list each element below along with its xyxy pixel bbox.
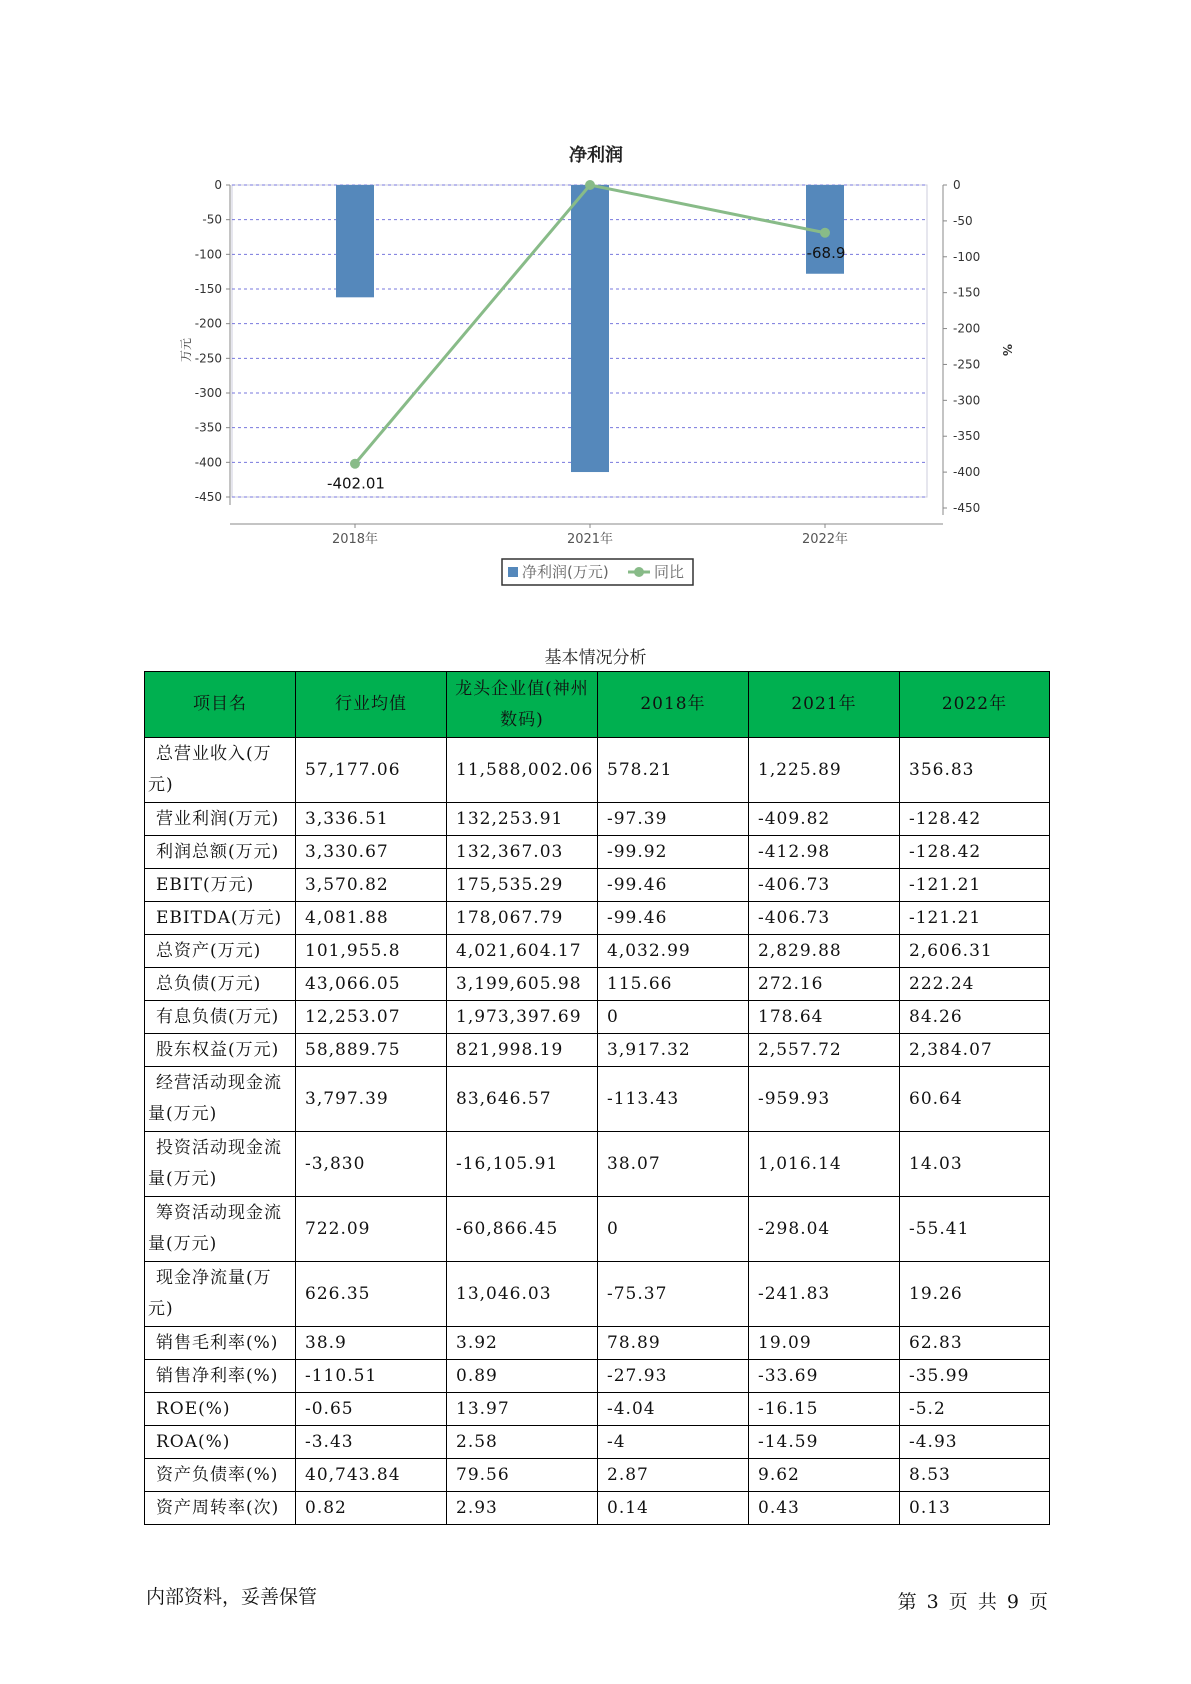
- table-row: [145, 803, 1050, 836]
- value-2018-cell: -99.46: [598, 902, 749, 935]
- table-row: [145, 902, 1050, 935]
- chart-legend: [502, 559, 693, 585]
- industry-avg-cell: 4,081.88: [296, 902, 447, 935]
- table-row: [145, 968, 1050, 1001]
- industry-avg-cell: 626.35: [296, 1262, 447, 1327]
- item-name-cell: 销售毛利率(%): [145, 1327, 296, 1360]
- col-header-industry-avg: 行业均值: [296, 672, 447, 738]
- value-2022-cell: -5.2: [900, 1393, 1050, 1426]
- table-row: [145, 1132, 1050, 1197]
- y-tick-label: -50: [202, 212, 222, 227]
- y2-tick-label: -400: [953, 465, 981, 480]
- item-name-cell: EBIT(万元): [145, 869, 296, 902]
- industry-avg-cell: -110.51: [296, 1360, 447, 1393]
- value-2021-cell: -406.73: [749, 869, 900, 902]
- leader-value-cell: 83,646.57: [447, 1067, 598, 1132]
- table-row: [145, 1327, 1050, 1360]
- industry-avg-cell: -3.43: [296, 1426, 447, 1459]
- yoy-data-label: -68.9: [806, 243, 846, 262]
- value-2021-cell: 2,829.88: [749, 935, 900, 968]
- item-name-cell: 经营活动现金流量(万元): [145, 1067, 296, 1132]
- value-2018-cell: -97.39: [598, 803, 749, 836]
- value-2022-cell: -121.21: [900, 869, 1050, 902]
- col-header-2022: 2022年: [900, 672, 1050, 738]
- item-name-cell: 筹资活动现金流量(万元): [145, 1197, 296, 1262]
- item-name-cell: ROA(%): [145, 1426, 296, 1459]
- item-name-cell: 投资活动现金流量(万元): [145, 1132, 296, 1197]
- value-2022-cell: 62.83: [900, 1327, 1050, 1360]
- value-2018-cell: 578.21: [598, 738, 749, 803]
- value-2018-cell: 0: [598, 1197, 749, 1262]
- value-2021-cell: -33.69: [749, 1360, 900, 1393]
- footer-confidential-note: 内部资料，妥善保管: [146, 1586, 318, 1608]
- item-name-cell: ROE(%): [145, 1393, 296, 1426]
- value-2021-cell: -241.83: [749, 1262, 900, 1327]
- value-2018-cell: -4.04: [598, 1393, 749, 1426]
- value-2022-cell: -121.21: [900, 902, 1050, 935]
- table-row: [145, 836, 1050, 869]
- y-tick-label: -150: [194, 282, 222, 296]
- analysis-table: [144, 671, 1050, 1525]
- y2-tick-label: -300: [953, 393, 981, 408]
- value-2021-cell: 178.64: [749, 1001, 900, 1034]
- table-row: [145, 1492, 1050, 1525]
- leader-value-cell: 2.93: [447, 1492, 598, 1525]
- value-2022-cell: 84.26: [900, 1001, 1050, 1034]
- y-tick-label: -450: [194, 490, 222, 504]
- item-name-cell: 总资产(万元): [145, 935, 296, 968]
- item-name-cell: 现金净流量(万元): [145, 1262, 296, 1327]
- industry-avg-cell: 101,955.8: [296, 935, 447, 968]
- value-2022-cell: 0.13: [900, 1492, 1050, 1525]
- item-name-cell: 总营业收入(万元): [145, 738, 296, 803]
- leader-value-cell: 13,046.03: [447, 1262, 598, 1327]
- table-row: [145, 1393, 1050, 1426]
- leader-value-cell: 0.89: [447, 1360, 598, 1393]
- industry-avg-cell: 43,066.05: [296, 968, 447, 1001]
- item-name-cell: 销售净利率(%): [145, 1360, 296, 1393]
- value-2021-cell: 272.16: [749, 968, 900, 1001]
- y-tick-label: -400: [194, 455, 222, 470]
- col-header-item: 项目名: [145, 672, 296, 738]
- leader-value-cell: 132,253.91: [447, 803, 598, 836]
- value-2021-cell: -409.82: [749, 803, 900, 836]
- y-tick-label: -100: [194, 247, 222, 262]
- value-2022-cell: 222.24: [900, 968, 1050, 1001]
- industry-avg-cell: -3,830: [296, 1132, 447, 1197]
- value-2022-cell: 19.26: [900, 1262, 1050, 1327]
- table-row: [145, 738, 1050, 803]
- y2-tick-label: -200: [953, 321, 981, 336]
- y2-tick-label: -350: [953, 429, 981, 444]
- value-2022-cell: -4.93: [900, 1426, 1050, 1459]
- leader-value-cell: 821,998.19: [447, 1034, 598, 1067]
- yoy-point: [820, 228, 830, 238]
- industry-avg-cell: 0.82: [296, 1492, 447, 1525]
- value-2018-cell: -27.93: [598, 1360, 749, 1393]
- value-2018-cell: 38.07: [598, 1132, 749, 1197]
- y2-tick-label: 0: [953, 178, 961, 192]
- x-tick-label: 2022年: [801, 532, 849, 547]
- y2-tick-label: -100: [953, 249, 981, 264]
- value-2022-cell: 356.83: [900, 738, 1050, 803]
- y2-tick-label: -450: [953, 501, 981, 515]
- x-tick-label: 2018年: [331, 532, 379, 547]
- industry-avg-cell: -0.65: [296, 1393, 447, 1426]
- table-row: [145, 935, 1050, 968]
- y2-axis-label: %: [1000, 343, 1014, 357]
- table-row: [145, 1262, 1050, 1327]
- table-row: [145, 1001, 1050, 1034]
- value-2021-cell: -14.59: [749, 1426, 900, 1459]
- value-2022-cell: 14.03: [900, 1132, 1050, 1197]
- table-row: [145, 1067, 1050, 1132]
- leader-value-cell: 3.92: [447, 1327, 598, 1360]
- value-2018-cell: 0.14: [598, 1492, 749, 1525]
- value-2022-cell: 2,606.31: [900, 935, 1050, 968]
- bar-2018年: [336, 185, 374, 297]
- value-2018-cell: 2.87: [598, 1459, 749, 1492]
- table-row: [145, 1197, 1050, 1262]
- value-2021-cell: -412.98: [749, 836, 900, 869]
- table-row: [145, 869, 1050, 902]
- item-name-cell: EBITDA(万元): [145, 902, 296, 935]
- leader-value-cell: 11,588,002.06: [447, 738, 598, 803]
- net-profit-chart: [0, 0, 1191, 600]
- y-tick-label: -350: [194, 420, 222, 435]
- industry-avg-cell: 3,330.67: [296, 836, 447, 869]
- value-2018-cell: -75.37: [598, 1262, 749, 1327]
- footer-page-number: 第 3 页 共 9 页: [897, 1591, 1048, 1613]
- value-2021-cell: 1,016.14: [749, 1132, 900, 1197]
- leader-value-cell: 2.58: [447, 1426, 598, 1459]
- legend-bar-label: 净利润(万元): [522, 563, 609, 581]
- col-header-leader: 龙头企业值(神州数码): [447, 672, 598, 738]
- value-2021-cell: 19.09: [749, 1327, 900, 1360]
- legend-bar-swatch: [508, 567, 518, 577]
- y2-tick-label: -250: [953, 357, 981, 372]
- value-2018-cell: -99.46: [598, 869, 749, 902]
- table-row: [145, 1034, 1050, 1067]
- industry-avg-cell: 38.9: [296, 1327, 447, 1360]
- item-name-cell: 资产周转率(次): [145, 1492, 296, 1525]
- industry-avg-cell: 3,570.82: [296, 869, 447, 902]
- value-2022-cell: -128.42: [900, 803, 1050, 836]
- bar-2021年: [571, 185, 609, 472]
- item-name-cell: 股东权益(万元): [145, 1034, 296, 1067]
- leader-value-cell: 3,199,605.98: [447, 968, 598, 1001]
- y-tick-label: -300: [194, 386, 222, 400]
- value-2018-cell: 4,032.99: [598, 935, 749, 968]
- industry-avg-cell: 40,743.84: [296, 1459, 447, 1492]
- y2-tick-label: -50: [953, 213, 973, 228]
- yoy-point: [585, 180, 595, 190]
- table-row: [145, 1459, 1050, 1492]
- table-row: [145, 1426, 1050, 1459]
- leader-value-cell: 4,021,604.17: [447, 935, 598, 968]
- value-2022-cell: 60.64: [900, 1067, 1050, 1132]
- value-2021-cell: 0.43: [749, 1492, 900, 1525]
- table-row: [145, 1360, 1050, 1393]
- leader-value-cell: -60,866.45: [447, 1197, 598, 1262]
- item-name-cell: 营业利润(万元): [145, 803, 296, 836]
- leader-value-cell: 13.97: [447, 1393, 598, 1426]
- value-2021-cell: -406.73: [749, 902, 900, 935]
- y-tick-label: -200: [194, 316, 222, 331]
- leader-value-cell: -16,105.91: [447, 1132, 598, 1197]
- item-name-cell: 利润总额(万元): [145, 836, 296, 869]
- value-2021-cell: -959.93: [749, 1067, 900, 1132]
- value-2018-cell: 3,917.32: [598, 1034, 749, 1067]
- table-caption: 基本情况分析: [544, 648, 647, 668]
- item-name-cell: 资产负债率(%): [145, 1459, 296, 1492]
- industry-avg-cell: 3,797.39: [296, 1067, 447, 1132]
- value-2018-cell: -113.43: [598, 1067, 749, 1132]
- col-header-2018: 2018年: [598, 672, 749, 738]
- chart-title: 净利润: [569, 145, 623, 166]
- value-2018-cell: 78.89: [598, 1327, 749, 1360]
- value-2018-cell: -4: [598, 1426, 749, 1459]
- y-tick-label: -250: [194, 351, 222, 366]
- table-header-row: [145, 672, 1050, 738]
- x-tick-label: 2021年: [566, 532, 614, 547]
- industry-avg-cell: 12,253.07: [296, 1001, 447, 1034]
- value-2018-cell: -99.92: [598, 836, 749, 869]
- leader-value-cell: 132,367.03: [447, 836, 598, 869]
- value-2022-cell: 2,384.07: [900, 1034, 1050, 1067]
- value-2021-cell: 1,225.89: [749, 738, 900, 803]
- industry-avg-cell: 57,177.06: [296, 738, 447, 803]
- value-2021-cell: -298.04: [749, 1197, 900, 1262]
- yoy-point: [350, 459, 360, 469]
- yoy-data-label: -402.01: [327, 474, 385, 493]
- leader-value-cell: 1,973,397.69: [447, 1001, 598, 1034]
- chart-bars: [336, 185, 844, 472]
- leader-value-cell: 178,067.79: [447, 902, 598, 935]
- value-2018-cell: 0: [598, 1001, 749, 1034]
- industry-avg-cell: 58,889.75: [296, 1034, 447, 1067]
- value-2022-cell: -55.41: [900, 1197, 1050, 1262]
- y-axis-label: 万元: [179, 337, 193, 363]
- value-2021-cell: 2,557.72: [749, 1034, 900, 1067]
- industry-avg-cell: 722.09: [296, 1197, 447, 1262]
- item-name-cell: 总负债(万元): [145, 968, 296, 1001]
- item-name-cell: 有息负债(万元): [145, 1001, 296, 1034]
- y-tick-label: 0: [214, 178, 222, 192]
- leader-value-cell: 79.56: [447, 1459, 598, 1492]
- value-2021-cell: 9.62: [749, 1459, 900, 1492]
- leader-value-cell: 175,535.29: [447, 869, 598, 902]
- y2-tick-label: -150: [953, 285, 981, 300]
- value-2022-cell: -35.99: [900, 1360, 1050, 1393]
- value-2022-cell: -128.42: [900, 836, 1050, 869]
- legend-line-marker: [634, 567, 644, 577]
- industry-avg-cell: 3,336.51: [296, 803, 447, 836]
- legend-line-label: 同比: [654, 563, 685, 581]
- table-body: [145, 738, 1050, 1525]
- value-2018-cell: 115.66: [598, 968, 749, 1001]
- value-2021-cell: -16.15: [749, 1393, 900, 1426]
- col-header-2021: 2021年: [749, 672, 900, 738]
- value-2022-cell: 8.53: [900, 1459, 1050, 1492]
